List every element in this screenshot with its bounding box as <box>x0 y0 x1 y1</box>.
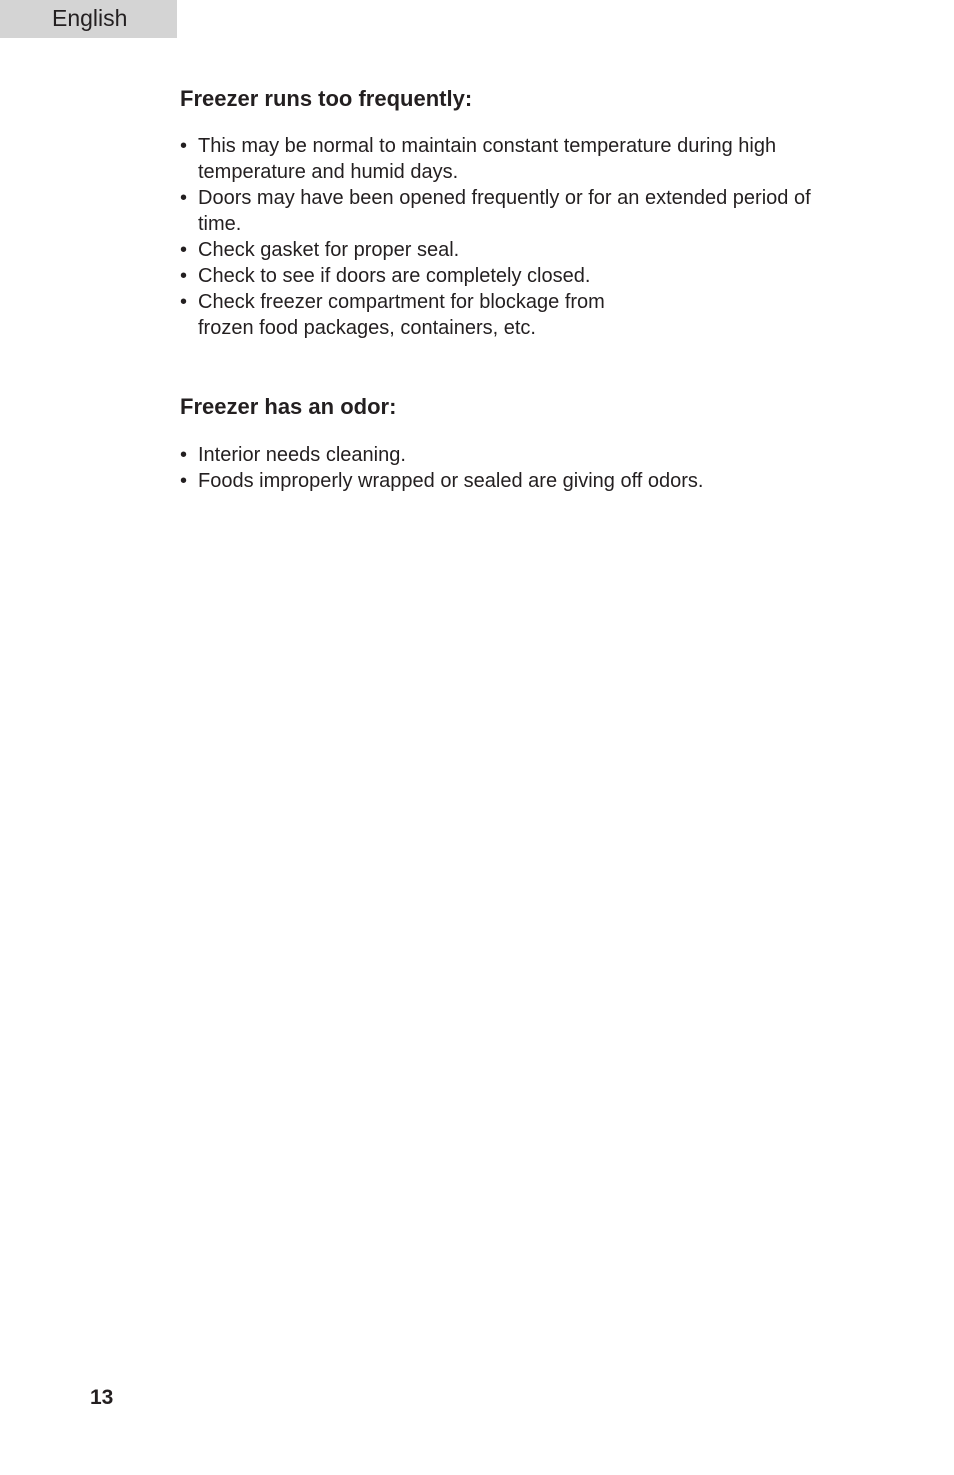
list-item-text: Interior needs cleaning. <box>198 444 406 466</box>
bullet-icon: • <box>180 444 188 466</box>
section-title: Freezer has an odor: <box>180 394 397 419</box>
list-item-text: Check freezer compartment for blockage from frozen food packages, containers, etc. <box>198 291 605 339</box>
list-item <box>180 237 820 263</box>
list-item-text: Doors may have been opened frequently or for an extended period of time. <box>198 187 811 235</box>
bullet-icon: • <box>180 135 188 157</box>
list-item-text: Check gasket for proper seal. <box>198 239 460 261</box>
list-item <box>180 185 820 237</box>
section-title: Freezer runs too frequently: <box>180 86 473 111</box>
page-number: 13 <box>90 1386 114 1409</box>
page-content <box>180 84 820 494</box>
list-item-text: Check to see if doors are completely closed. <box>198 265 591 287</box>
list-item <box>180 263 820 289</box>
list-item-text: This may be normal to maintain constant temperature during high temperature and humid days. <box>198 135 777 183</box>
bullet-icon: • <box>180 187 188 209</box>
language-tab-label: English <box>52 5 128 31</box>
section-freezer-runs-frequently <box>180 84 820 341</box>
list-item <box>180 289 658 341</box>
bullet-icon: • <box>180 265 188 287</box>
bullet-icon: • <box>180 470 188 492</box>
language-tab <box>0 0 177 38</box>
list-item <box>180 468 820 494</box>
section-freezer-has-odor <box>180 392 820 494</box>
list-item <box>180 442 820 468</box>
list-item-text: Foods improperly wrapped or sealed are giving off odors. <box>198 470 704 492</box>
bullet-list <box>180 133 820 341</box>
list-item <box>180 133 820 185</box>
bullet-list <box>180 442 820 494</box>
bullet-icon: • <box>180 239 188 261</box>
bullet-icon: • <box>180 291 188 313</box>
